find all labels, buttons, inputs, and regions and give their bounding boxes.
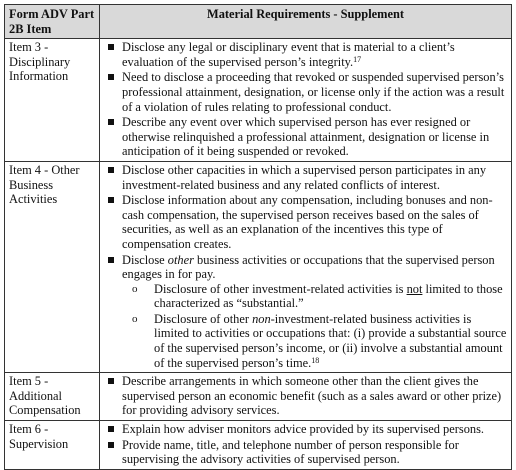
item-text: Disclose information about any compensation, including bonuses and non-cash compensation, the supervised person receives based on the sales of securities, as well as an explanation of the incentives this type of compensation creates. (122, 193, 493, 251)
footnote-ref[interactable]: 17 (353, 54, 362, 64)
row-label: Item 6 - Supervision (5, 421, 100, 470)
item-text: -investment-related business activities is limited to activities or occupations that: (i) provide a substantial source of the supervised person’s income, or (ii) involve a substantial amount of the supervised person’s time. (154, 311, 507, 370)
header-row (5, 5, 512, 39)
list-item (100, 374, 507, 418)
header-requirements: Material Requirements - Supplement (100, 5, 512, 39)
list-item (100, 253, 507, 371)
item-emphasis: not (406, 281, 423, 296)
list-item (100, 422, 507, 437)
row-label: Item 3 - Disciplinary Information (5, 39, 100, 162)
bullet-list (100, 422, 507, 467)
item-text: Provide name, title, and telephone number of person responsible for supervising the advisory activities of supervised person. (122, 437, 459, 467)
list-item (100, 70, 507, 114)
requirements-table (4, 4, 512, 470)
sub-list-item (122, 282, 507, 311)
requirements-cell (100, 421, 512, 470)
bullet-list (100, 374, 507, 418)
list-item (100, 438, 507, 467)
list-item (100, 115, 507, 159)
table-row-item-6 (5, 421, 512, 470)
item-emphasis: other (167, 252, 194, 267)
item-text: Describe any event over which supervised person has ever resigned or otherwise relinquished a professional attainment, designation or license in anticipation of it being suspended or revoked. (122, 115, 490, 159)
list-item (100, 40, 507, 69)
item-text: Explain how adviser monitors advice provided by its supervised persons. (122, 422, 485, 437)
requirements-cell (100, 373, 512, 421)
table-row-item-4 (5, 161, 512, 372)
footnote-ref[interactable]: 18 (311, 355, 320, 365)
item-text: Disclose other capacities in which a supervised person participates in any investment-related business and any related conflicts of interest. (122, 162, 487, 192)
item-text: Disclosure of other (154, 311, 253, 326)
item-text: Describe arrangements in which someone other than the client gives the supervised person an economic benefit (such as a sales award or other prize) for providing advisory services. (122, 374, 502, 418)
header-form-item: Form ADV Part 2B Item (5, 5, 100, 39)
item-text: limited to those characterized as “substantial.” (154, 281, 503, 311)
requirements-cell (100, 39, 512, 162)
item-emphasis: non (252, 311, 271, 326)
list-item (100, 193, 507, 251)
item-text: Need to disclose a proceeding that revoked or suspended supervised person’s professional attainment, designation, or license only if the action was a result of a violation of rules relating to professional conduct. (122, 70, 505, 114)
item-text: Disclosure of other investment-related activities is (154, 281, 407, 296)
table-row-item-5 (5, 373, 512, 421)
item-text: business activities or occupations that the supervised person engages in for pay. (122, 252, 495, 282)
sub-list-item (122, 312, 507, 370)
sub-list (122, 282, 507, 371)
item-text: Disclose any legal or disciplinary event that is material to a client’s evaluation of the supervised person’s integrity. (122, 40, 455, 69)
table-row-item-3 (5, 39, 512, 162)
bullet-list (100, 163, 507, 370)
row-label: Item 5 - Additional Compensation (5, 373, 100, 421)
row-label: Item 4 - Other Business Activities (5, 161, 100, 372)
item-text: Disclose (122, 252, 168, 267)
list-item (100, 163, 507, 192)
requirements-cell (100, 161, 512, 372)
bullet-list (100, 40, 507, 159)
